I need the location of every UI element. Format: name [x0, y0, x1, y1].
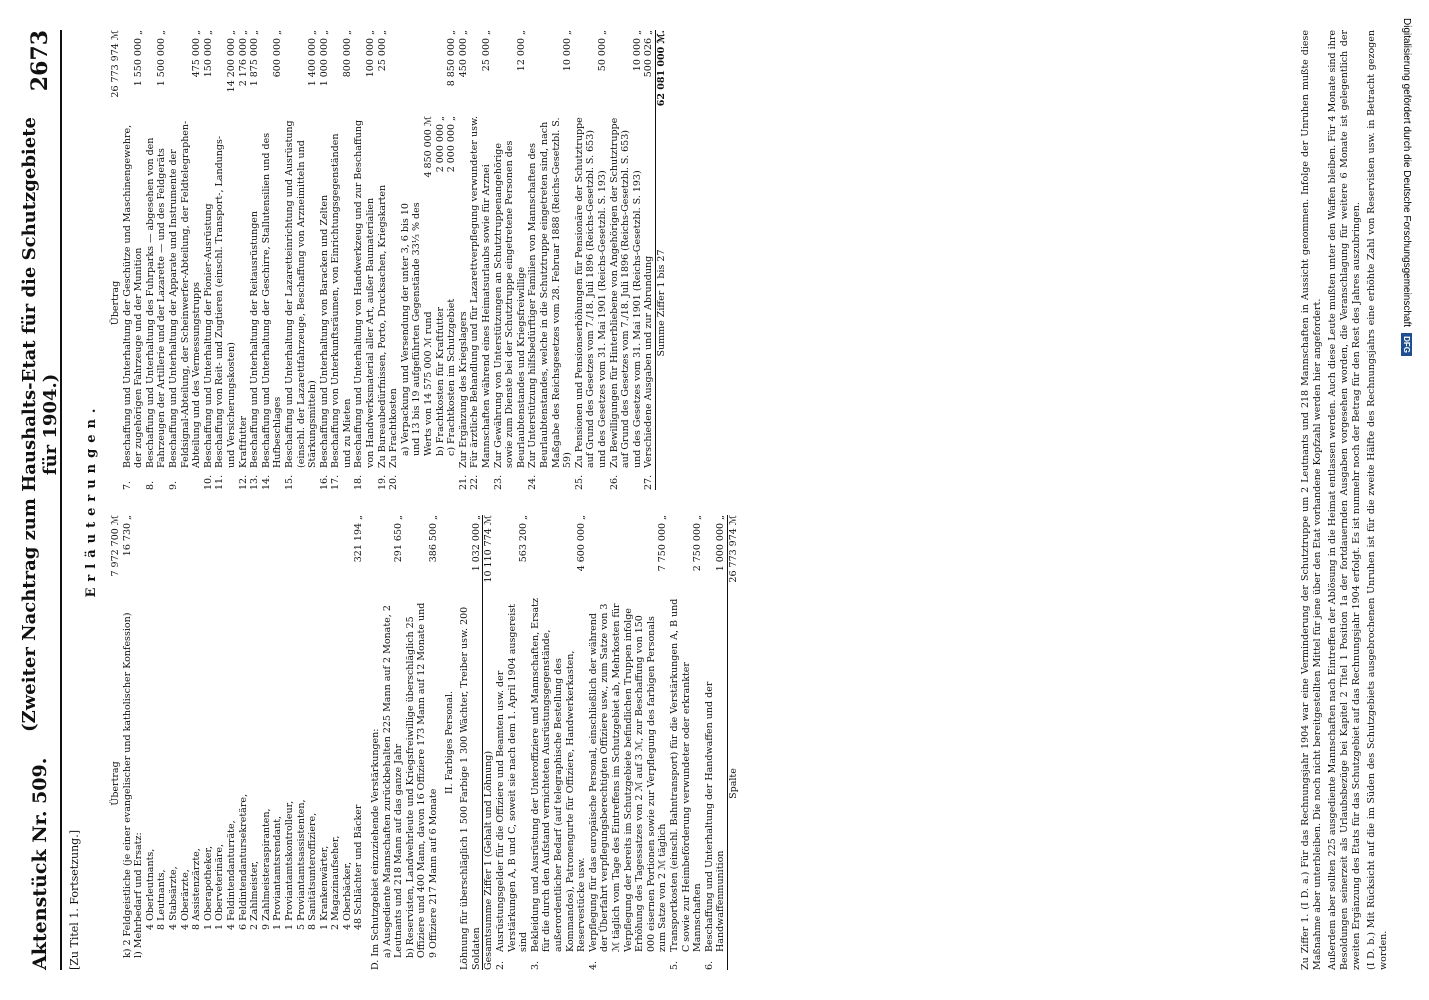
- item-number: 14.: [260, 474, 272, 490]
- row-l-heading: l) Mehrbedarf und Ersatz:: [133, 832, 145, 958]
- row-20-a: [400, 116, 435, 468]
- left-column: [110, 515, 739, 970]
- item-amount: 1 000 000 „: [715, 515, 727, 572]
- spalte-label: Spalte: [727, 768, 739, 799]
- row-D-b-label: b) Reservisten, Landwehrleute und Kriegsfreiwillige überschläglich 25 Offiziere und 400 Mann, davon 16 Offiziere 173 Mann auf 12 Monate und 9 Offiziere 217 Mann auf 6 Monate: [404, 602, 440, 958]
- item-amount: 500 026 „: [643, 30, 655, 78]
- list-item: 2 Magazinaufseher,: [330, 835, 342, 930]
- carry-row: [110, 515, 122, 970]
- row-sum1: [482, 515, 495, 970]
- table-row: [493, 30, 528, 490]
- row-20-b-amount: 2 000 000 „: [434, 116, 446, 173]
- item-text: Beschaffung und Unterhaltung des Fuhrparks — abgesehen von den Fahrzeugen der Artillerie und der Lazarette — und des Feldgeräts: [144, 137, 168, 468]
- item-amount: 800 000 „: [341, 30, 353, 78]
- row-k-label: k) 2 Feldgeistliche (je einer evangelischer und katholischer Konfession): [121, 612, 133, 958]
- item-number: 12.: [237, 474, 249, 490]
- spalte-row: [727, 515, 740, 970]
- row-20-c-label: c) Frachtkosten im Schutzgebiet: [446, 298, 458, 456]
- item-text: Transportkosten (einschl. Bahntransport) für die Verstärkungen A, B und C sowie zur Heimbeförderung verwundeter oder erkrankter Mannschaften: [668, 598, 704, 952]
- table-row: [588, 515, 669, 970]
- item-amount: 1 000 000 „: [318, 30, 330, 87]
- item-text: Beschaffung und Unterhaltung von Handwerkzeug und zur Beschaffung von Handwerksmaterial aller Art, außer Baumaterialien: [353, 119, 377, 468]
- total-label: Summe Ziffer 1 bis 27: [655, 249, 667, 357]
- item-text: Verschiedene Ausgaben und zur Abrundung: [643, 255, 655, 468]
- carry-amount: 26 773 974 ℳ: [110, 30, 121, 98]
- row-20-c: [446, 116, 458, 468]
- item-text: Beschaffung und Unterhaltung der Geschirre, Stallutensilien und des Hufbeschlages: [260, 132, 284, 468]
- table-row: [669, 515, 704, 970]
- table-row: [458, 30, 470, 490]
- spalte-amount: 26 773 974 ℳ: [727, 515, 739, 583]
- section-II-heading: II. Farbiges Personal.: [443, 691, 455, 794]
- item-text: Beschaffung und Unterhaltung der Apparate und Instrumente der Feldsignal-Abteilung, der Scheinwerfer-Abteilung, der Feldtelegraphen-Abteilung und des Vermessungstrupps: [167, 120, 203, 468]
- item-number: 11.: [214, 474, 226, 490]
- item-amount: 450 000 „: [457, 30, 469, 78]
- row-D-a-label: a) Ausgediente Mannschaften zurückbehalten 225 Mann auf 2 Monate, 2 Leutnants und 218 Mann auf das ganze Jahr: [381, 605, 405, 958]
- item-number: 15.: [283, 474, 295, 490]
- section-heading: Erläuterungen.: [84, 402, 99, 598]
- item-number: 20.: [388, 474, 400, 490]
- sum1-label: Gesamtsumme Ziffer 1 (Gehalt und Löhnung): [483, 750, 495, 970]
- document-title: (Zweiter Nachtrag zum Haushalts-Etat für die Schutzgebiete für 1904.): [19, 117, 61, 732]
- table-row: [609, 30, 644, 490]
- item-number: 10.: [202, 474, 214, 490]
- table-row: [353, 30, 376, 490]
- footnotes: [1300, 30, 1390, 970]
- table-row: [643, 30, 655, 490]
- item-amount: 1 500 000 „: [156, 30, 168, 87]
- table-row: [203, 30, 215, 490]
- item-amount: 25 000 „: [481, 30, 492, 72]
- row-II: [459, 515, 482, 970]
- row-D-b-amount: 386 500 „: [428, 515, 440, 563]
- table-row: [704, 515, 727, 970]
- table-row: [530, 515, 588, 970]
- sum1-amount: 10 110 774 ℳ: [483, 515, 495, 583]
- item-amount: 1 875 000 „: [249, 30, 261, 87]
- item-number: 6.: [703, 960, 715, 970]
- list-item: 9 Zahlmeisteraspiranten,: [260, 808, 272, 930]
- row-D-a: [382, 515, 405, 970]
- list-item: 1 Proviantamtsrendant,: [272, 815, 284, 930]
- list-item: 4 Oberbäcker,: [341, 861, 353, 930]
- item-number: 26.: [608, 474, 620, 490]
- table-row: [574, 30, 609, 490]
- carry-label: Übertrag: [110, 761, 121, 806]
- table-row: [330, 30, 353, 490]
- list-item: 8 Sanitätsunteroffiziere,: [307, 812, 319, 930]
- item-number: 24.: [527, 474, 539, 490]
- carry-label: Übertrag: [110, 280, 121, 326]
- item-text: Beschaffung und Unterhaltung von Baracken und Zelten: [318, 194, 330, 468]
- page-header: [20, 30, 62, 970]
- item-number: 19.: [376, 474, 388, 490]
- page-number: 2673: [27, 30, 53, 92]
- item-text: Beschaffung und Unterhaltung der Pionier-Ausrüstung: [202, 203, 214, 468]
- item-number: 17.: [330, 474, 342, 490]
- list-item: 8 Assistenzärzte,: [191, 848, 203, 930]
- table-row: [284, 30, 319, 490]
- item-number: 25.: [573, 474, 585, 490]
- item-amount: 563 200 „: [518, 515, 530, 563]
- row-20: [388, 30, 458, 490]
- table-row: [377, 30, 389, 490]
- footnote-paragraph: Außerdem aber sollten 225 ausgediente Mannschaften nach Eintreffen der Ablösung in die Heimat entlassen werden. Auch diese Leute mußten unter den Waffen bleiben. Für 4 Monate sind ihre Besoldungen seinerzeit als Urlaubsbezüge bei Kapitel 2 Titel 1 Position 1a der fortdauernden Ausgaben vorgesehen worden, die Veranschlagung für weitere 6 Monate ist gelegentlich der zweiten Ergänzung des Etats für das Schutzgebiet auf das Rechnungsjahr 1904 erfolgt. Es ist nunmehr noch der Betrag für den Rest des Jahres auszubringen.: [1327, 30, 1362, 970]
- table-row: [319, 30, 331, 490]
- item-number: 21.: [457, 474, 469, 490]
- item-text: Zu Pensionen und Pensionserhöhungen für Pensionäre der Schutztruppe auf Grund des Gesetzes vom 7./18. Juli 1896 (Reichs-Gesetzbl. S. 653) und des Gesetzes vom 31. Mai 1901 (Reichs-Gesetzbl. S. 193): [573, 117, 608, 468]
- row-D-heading: D. Im Schutzgebiet einzuziehende Verstärkungen:: [370, 728, 382, 970]
- right-column: [110, 30, 668, 490]
- item-amount: 2 176 000 „: [237, 30, 249, 87]
- item-number: 3.: [529, 960, 541, 970]
- list-item: 4 Feldintendanturräte,: [225, 820, 237, 930]
- list-item: 8 Leutnants,: [156, 869, 168, 930]
- list-item: 4 Stabsärzte,: [167, 866, 179, 930]
- footnote-paragraph: (I D. b.) Mit Rücksicht auf die im Süden des Schutzgebiets ausgebrochenen Unruhen ist für die zweite Hälfte des Rechnungsjahrs eine erhöhte Zahl von Reservisten usw. in Betracht gezogen worden.: [1366, 30, 1389, 970]
- item-number: 13.: [249, 474, 261, 490]
- item-text: Beschaffung von Reit- und Zugtieren (einschl. Transport-, Landungs- und Versicherungskosten): [214, 135, 237, 468]
- row-20-a-label: a) Verpackung und Versendung der unter 3, 6 bis 10 und 13 bis 19 aufgeführten Gegenstände 33⅓ % des Werts von 14 575 000 ℳ rund: [399, 202, 435, 456]
- row-k: [122, 515, 134, 970]
- item-text: Kraftfutter: [237, 415, 249, 468]
- table-row: [145, 30, 168, 490]
- list-item: 1 Proviantamtskontrolleur,: [283, 800, 295, 930]
- item-text: Zu Bewilligungen für Hinterbliebene von Angehörigen der Schutztruppe auf Grund des Gesetzes vom 7./18. Juli 1896 (Reichs-Gesetzbl. S. 653) und des Gesetzes vom 31. Mai 1901 (Reichs-Gesetzbl. S. 193): [608, 117, 643, 468]
- item-text: Zur Unterstützung hilfsbedürftiger Familien von Mannschaften des Beurlaubtenstandes, welche in die Schutztruppe eingetreten sind, nach Maßgabe des Reichsgesetzes vom 28. Februar 1888 (Reichs-Gesetzbl. S. 59): [527, 117, 574, 468]
- item-text: Beschaffung und Unterhaltung der Handwaffen und der Handwaffenmunition: [703, 681, 727, 952]
- row-20-a-amount: 4 850 000 ℳ: [423, 116, 435, 178]
- item-number: 22.: [469, 474, 481, 490]
- item-amount: 100 000 „: [365, 30, 377, 78]
- item-text: Verpflegung für das europäische Personal, einschließlich der während der Überfahrt verpflegungsberechtigten Offiziere usw., zum Satze von 3 ℳ täglich vom Tage des Eintreffens im Schutzgebiet ab, Mehrkosten für Verpflegung der bereits im Schutzgebiete befindlichen Truppen infolge Erhöhung des Tagessatzes von 2 ℳ auf 3 ℳ, zur Beschaffung von 150 000 eisernen Portionen sowie zur Verpflegung des farbigen Personals zum Satze von 2 ℳ täglich: [587, 603, 669, 952]
- item-number: 9.: [167, 480, 179, 490]
- row-l-amount: 321 194 „: [353, 515, 365, 563]
- list-item: 48 Schlächter und Bäcker: [353, 804, 365, 930]
- credit-text: Digitalisierung gefördert durch die Deutsche Forschungsgemeinschaft: [1401, 18, 1412, 328]
- row-20-detail: [388, 112, 458, 468]
- continuation-note: [Zu Titel 1. Fortsetzung.]: [68, 829, 81, 970]
- row-D-a-amount: 291 650 „: [393, 515, 405, 563]
- list-item: 1 Krankenwärter,: [318, 845, 330, 930]
- item-amount: 7 750 000 „: [657, 515, 669, 572]
- row-D-b: [405, 515, 440, 970]
- item-amount: 1 550 000 „: [133, 30, 145, 87]
- carry-row: [110, 30, 122, 490]
- row-k-amount: 16 730 „: [121, 515, 133, 557]
- item-text: Zu Bureaubedürfnissen, Porto, Drucksachen, Kriegskarten: [376, 184, 388, 468]
- table-row: [261, 30, 284, 490]
- item-text: Beschaffung und Unterhaltung der Lazaretteinrichtung und Ausrüstung (einschl. der Lazarettfahrzeuge, Beschaffung von Arzneimitteln und Stärkungsmitteln): [283, 120, 319, 468]
- item-number: 8.: [144, 480, 156, 490]
- item-number: 4.: [587, 960, 599, 970]
- item-text: Beschaffung und Unterhaltung der Reitausrüstungen: [249, 210, 261, 468]
- total-row: [655, 30, 668, 490]
- row-20-c-amount: 2 000 000 „: [446, 116, 458, 173]
- item-number: 5.: [668, 960, 680, 970]
- item-text: Zur Ergänzung des Kriegslagers: [457, 311, 469, 468]
- item-number: 16.: [318, 474, 330, 490]
- list-item: 5 Proviantamtsassistenten,: [295, 799, 307, 930]
- item-text: Für ärztliche Behandlung und für Lazarettverpflegung verwundeter usw. Mannschaften während eines Heimatsurlaubs sowie für Arznei: [469, 115, 492, 468]
- item-number: 18.: [353, 474, 365, 490]
- row-l-list: [145, 593, 365, 970]
- row-20-b-label: b) Frachtkosten für Kraftfutter: [434, 306, 446, 456]
- table-row: [238, 30, 250, 490]
- item-text: Bekleidung und Ausrüstung der Unteroffiziere und Mannschaften, Ersatz für die durch den Aufstand vernichteten Ausrüstungsgegenstände, außerordentlicher Bedarf (auf telegraphische Bestellung des Kommandos), Patronengurte für Offiziere, Handwerkerkasten, Reservestücke usw.: [529, 598, 588, 952]
- row-II-amount: 1 032 000 „: [470, 515, 482, 572]
- item-text: Ausrüstungsgelder für die Offiziere und Beamten usw. der Verstärkungen A, B und C, soweit sie nach dem 1. April 1904 ausgereist sind: [495, 604, 530, 952]
- table-row: [469, 30, 492, 490]
- list-item: 1 Oberapotheker,: [202, 845, 214, 930]
- item-amount: 150 000 „: [202, 30, 214, 78]
- item-number: 23.: [492, 474, 504, 490]
- row-20-b: [435, 116, 447, 468]
- list-item: 2 Zahlmeister,: [249, 861, 261, 930]
- item-text: Beschaffung und Unterhaltung der Geschütze und Maschinengewehre, der zugehörigen Fahrzeuge und der Munition: [121, 124, 145, 468]
- table-row: [214, 30, 237, 490]
- item-number: 7.: [121, 480, 133, 490]
- item-number: 27.: [643, 474, 655, 490]
- item-amount: 14 200 000 „: [225, 30, 237, 93]
- item-amount: 475 000 „: [191, 30, 203, 78]
- table-row: [249, 30, 261, 490]
- carry-amount: 7 972 700 ℳ: [110, 515, 121, 577]
- item-text: Zur Gewährung von Unterstützungen an Schutztruppenangehörige sowie zum Dienste bei der Schutztruppe eingetretene Personen des Beurlaubtenstandes und Kriegsfreiwillige: [492, 140, 527, 468]
- list-item: 6 Feldintendantursekretäre,: [237, 793, 249, 930]
- item-amount: 10 000 „: [631, 30, 643, 72]
- row-l: [145, 515, 365, 970]
- item-number: 2.: [495, 960, 506, 970]
- item-amount: 10 000 „: [562, 30, 574, 72]
- digitization-credit: [1401, 18, 1412, 356]
- item-amount: 1 400 000 „: [307, 30, 319, 87]
- document-number: Aktenstück Nr. 509.: [29, 757, 51, 970]
- list-item: 4 Oberleutnants,: [144, 848, 156, 930]
- item-amount: 600 000 „: [272, 30, 284, 78]
- list-item: 1 Oberveterinäre,: [214, 843, 226, 930]
- item-text: Beschaffung von Unterkunftsräumen, von Einrichtungsgegenständen und zu Mieten: [330, 133, 353, 468]
- row-20-amount: 8 850 000 „: [446, 30, 458, 87]
- table-row: [495, 515, 530, 970]
- item-amount: 50 000 „: [596, 30, 608, 72]
- row-II-label: Löhnung für überschläglich 1 500 Farbige 1 300 Wächter, Treiber usw. 200 Soldaten: [459, 606, 482, 970]
- item-amount: 2 750 000 „: [692, 515, 704, 572]
- table-row: [527, 30, 573, 490]
- item-amount: 25 000 „: [376, 30, 388, 72]
- footnote-paragraph: Zu Ziffer 1. (I D. a.) Für das Rechnungsjahr 1904 war eine Verminderung der Schutztruppe um 2 Leutnants und 218 Mannschaften in Aussicht genommen. Infolge der Unruhen mußte diese Maßnahme aber unterbleiben. Die noch nicht bereitgestellten Mittel für jene über den Etat vorhandene Kopfzahl werden hier angefordert.: [1300, 30, 1323, 970]
- item-amount: 4 600 000 „: [576, 515, 588, 572]
- table-row: [168, 30, 203, 490]
- dfg-logo: DFG: [1401, 333, 1412, 356]
- list-item: 4 Oberärzte,: [179, 869, 191, 930]
- row-20-label: Zu Frachtkosten: [388, 388, 400, 468]
- total-amount: 62 081 000 ℳ.: [655, 30, 667, 107]
- table-row: [122, 30, 145, 490]
- item-amount: 12 000 „: [515, 30, 527, 72]
